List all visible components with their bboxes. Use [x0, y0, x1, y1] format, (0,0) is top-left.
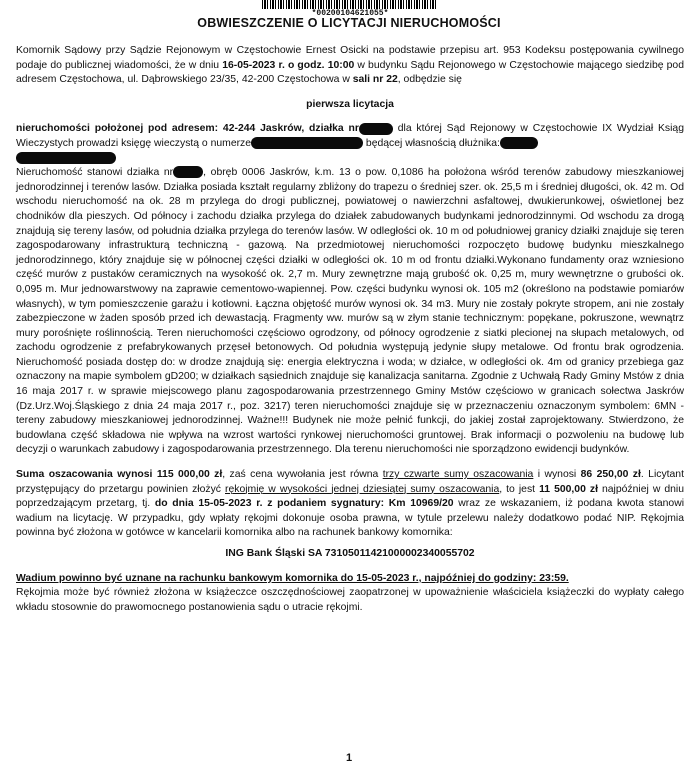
redaction-land-register-number [251, 137, 363, 149]
property-description: Nieruchomość stanowi działka nr , obręb 0006 Jaskrów, k.m. 13 o pow. 0,1086 ha położona wśród terenów zabudowy mieszkaniowej jednorodzinnej i terenów lasów. Działka posiada kształt regularny zbliżony do trapezu o średniej szer. ok. 25,5 m i średniej długości, ok. 42 m. Od wschodu nieruchomość na ok. 28 m przylega do drogi publicznej, powiatowej o nawierzchni asfaltowej, dwukierunkowej, oświetlonej bez chodników dla pieszych. Od północy i zachodu działka przylega do działek zabudowanych budynkami jednorodzinnymi. Od wschodu za drogą znajdują się tereny lasów, od południa działka przylega do terenów lasów. W odległości ok. 10 m od południowej granicy działki znajduje się teren zagospodarowany infrastrukturą techniczną - gazową. Na przedmiotowej nieruchomości rozpoczęto budowę budynku mieszkalnego jednorodzinnego, który znajduje się w północnej części działki w odległości ok. 10 m od frontu działki.Wykonano fundamenty oraz wzniesiono część murów z pustaków ceramicznych na wysokość ok. 2,7 m. Mury zewnętrzne mają grubość ok. 0,25 m, mury wewnętrzne o grubości ok. 0,095 m. Mur jednowarstwowy na zaprawie cementowo-wapiennej. Pow. części budynku wynosi ok. 105 m2 (określono na podstawie pomiarów własnych), w tym pomieszczenie garażu i kotłowni. Łączna objętość murów wynosi ok. 34 m3. Mury nie zostały pokryte stropem, ani nie zostały zabezpieczone w żaden sposób przed ich dewastacją. Fragmenty ww. murów są w złym stanie technicznym: popękane, pokruszone, wewnątrz mury porośnięte roślinnością. Teren nieruchomości częściowo ogrodzony, od północy ogrodzenie z siatki plecionej na słupach metalowych, od zachodu ogrodzenie z prefabrykowanych przęseł betonowych. Od południa występują jedynie słupy metalowe. Od frontu brak ogrodzenia. Nieruchomość posiada dostęp do: w drodze znajdują się: energia elektryczna i woda; w działce, w odległości ok. 4m od granicy przebiega gaz oznaczony na mapie symbolem gD200; w działkach sąsiednich znajduje się kanalizacja sanitarna. Zgodnie z Uchwałą Rady Gminy Mstów z dnia 16 maja 2017 r. w sprawie miejscowego planu zagospodarowania przestrzennego Gminy Mstów częściowo w granicach sołectwa Jaskrów (Dz.Urz.Woj.Śląskiego z dnia 24 maja 2017 r., poz. 3217) teren nieruchomości znajduje się w przeznaczeniu oznaczonym symbolem: 6MN - tereny zabudowy mieszkaniowej jednorodzinnej. Ważne!!! Budynek nie może pełnić funkcji, do jakiej został zaprojektowany. Stwierdzono, że budowlana część składowa nie wpływa na wzrost wartości rynkowej nieruchomości gruntowej. Brak informacji o pozwoleniu na budowę lub decyzji o warunkach zabudowy i zagospodarowania przestrzennego. Dla terenu nieruchomości nie sporządzono ewidencji budynków. [16, 167, 684, 456]
page-number: 1 [345, 752, 353, 764]
bank-account: ING Bank Śląski SA 73105011421000002340055702 [225, 548, 475, 559]
intro-paragraph: Komornik Sądowy przy Sądzie Rejonowym w Częstochowie Ernest Osicki na podstawie przepisu art. 953 Kodeksu postępowania cywilnego podaje do publicznej wiadomości, że w dniu 16-05-2023 r. o godz. 10:00 w budynku Sądu Rejonowego w Częstochowie mającego siedzibę pod adresem Częstochowa, ul. Dąbrowskiego 23/35, 42-200 Częstochowa w sali nr 22, odbędzie się [16, 45, 684, 86]
redaction-plot-number-2 [173, 166, 203, 178]
redaction-plot-number [359, 123, 393, 135]
auction-date-time: 16-05-2023 r. o godz. 10:00 [222, 59, 355, 71]
property-paragraph: nieruchomości położonej pod adresem: 42-244 Jaskrów, działka nr dla której Sąd Rejonowy w Częstochowie IX Wydział Ksiąg Wieczystych prowadzi księgę wieczystą o numerze będącej własnością dłużnika: [16, 122, 684, 166]
barcode-number: *00200104621055* [262, 9, 438, 18]
auction-room: sali nr 22 [352, 74, 398, 86]
wadium-paragraph: Wadium powinno być uznane na rachunku bankowym komornika do 15-05-2023 r., najpóźniej do godziny: 23:59. Rękojmia może być również złożona w książeczce oszczędnościowej zaopatrzonej w upoważnienie właściciela książeczki do wypłaty całego wkładu stosownie do prawomocnego postanowienia sądu o utracie rękojmi. [16, 572, 684, 613]
redaction-debtor-name [16, 152, 116, 164]
document-title: OBWIESZCZENIE O LICYTACJI NIERUCHOMOŚCI [197, 16, 501, 30]
redaction-debtor [500, 137, 538, 149]
document-body [16, 44, 684, 615]
auction-type: pierwsza licytacja [306, 98, 394, 110]
valuation-paragraph: Suma oszacowania wynosi 115 000,00 zł, zaś cena wywołania jest równa trzy czwarte sumy oszacowania i wynosi 86 250,00 zł. Licytant przystępujący do przetargu powinien złożyć rękojmię w wysokości jednej dziesiątej sumy oszacowania, to jest 11 500,00 zł najpóźniej w dniu poprzedzającym przetarg, tj. do dnia 15-05-2023 r. z podaniem sygnatury: Km 10969/20 wraz ze wskazaniem, iż podana kwota stanowi wadium na licytację. W przypadku, gdy wpłaty rękojmi dokonuje osoba prawna, w tytule przelewu należy dodatkowo podać NIP. Rękojmia powinna być złożona w gotówce w kancelarii komornika albo na rachunek bankowy komornika: [16, 469, 685, 539]
